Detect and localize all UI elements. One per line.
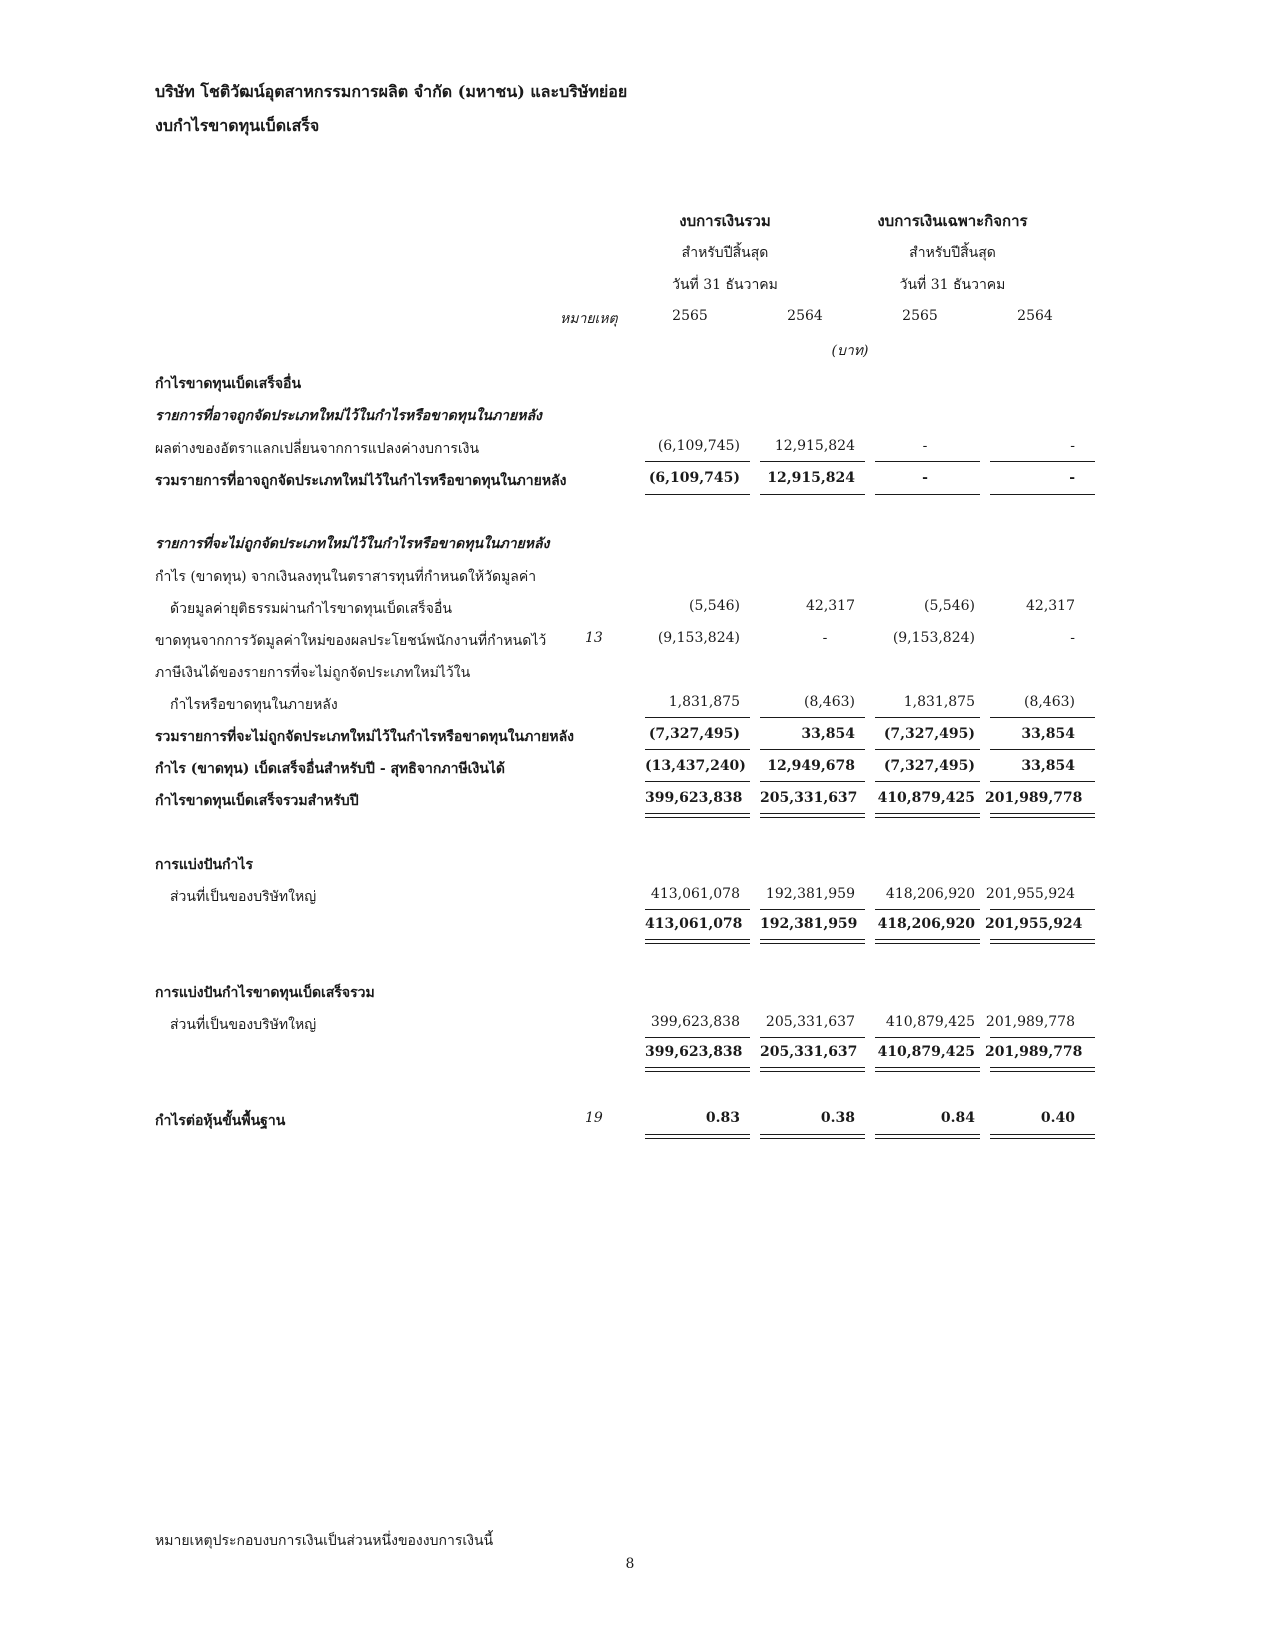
amount-cell: 0.40 xyxy=(1040,1110,1075,1126)
amount-cell: 33,854 xyxy=(801,726,855,742)
amount-cell: 201,989,778 xyxy=(985,1014,1075,1030)
amount-cell: 399,623,838 xyxy=(645,790,743,806)
amount-cell: 410,879,425 xyxy=(877,1044,975,1060)
amount-cell: (5,546) xyxy=(923,598,975,614)
note-ref: 13 xyxy=(585,630,603,646)
row-label: รวมรายการที่อาจถูกจัดประเภทใหม่ไว้ในกำไรหรือขาดทุนในภายหลัง xyxy=(155,473,567,489)
amount-cell: 399,623,838 xyxy=(645,1044,743,1060)
amount-cell: 201,989,778 xyxy=(985,790,1083,806)
row-label: กำไร (ขาดทุน) จากเงินลงทุนในตราสารทุนที่กำหนดให้วัดมูลค่า xyxy=(155,569,537,585)
row-label: ส่วนที่เป็นของบริษัทใหญ่ xyxy=(170,889,317,905)
amount-cell: 205,331,637 xyxy=(765,1014,855,1030)
amount-cell: 42,317 xyxy=(806,598,855,614)
amount-cell: 413,061,078 xyxy=(645,916,743,932)
amount-cell: 0.83 xyxy=(705,1110,740,1126)
statement-title: งบกำไรขาดทุนเบ็ดเสร็จ xyxy=(155,116,320,135)
subsection-heading: รายการที่จะไม่ถูกจัดประเภทใหม่ไว้ในกำไรหรือขาดทุนในภายหลัง xyxy=(155,536,550,552)
amount-cell: 201,955,924 xyxy=(985,916,1083,932)
amount-cell: - xyxy=(922,438,928,454)
amount-cell: 413,061,078 xyxy=(650,886,740,902)
row-label: กำไรขาดทุนเบ็ดเสร็จรวมสำหรับปี xyxy=(155,793,359,809)
amount-cell: 0.84 xyxy=(940,1110,975,1126)
amount-cell: (6,109,745) xyxy=(648,470,740,486)
note-ref: 19 xyxy=(585,1110,603,1126)
amount-cell: (7,327,495) xyxy=(883,726,975,742)
amount-cell: 192,381,959 xyxy=(765,886,855,902)
amount-cell: 418,206,920 xyxy=(877,916,975,932)
amount-cell: (8,463) xyxy=(1023,694,1075,710)
amount-cell: 205,331,637 xyxy=(760,790,858,806)
amount-cell: - xyxy=(1070,438,1075,454)
amount-cell: 33,854 xyxy=(1021,758,1075,774)
amount-cell: (13,437,240) xyxy=(645,758,746,774)
section-heading: กำไรขาดทุนเบ็ดเสร็จอื่น xyxy=(155,376,302,392)
amount-cell: 1,831,875 xyxy=(668,694,740,710)
amount-cell: (7,327,495) xyxy=(648,726,740,742)
row-label: รวมรายการที่จะไม่ถูกจัดประเภทใหม่ไว้ในกำไรหรือขาดทุนในภายหลัง xyxy=(155,729,575,745)
amount-cell: 399,623,838 xyxy=(650,1014,740,1030)
amount-cell: 410,879,425 xyxy=(877,790,975,806)
row-label: ด้วยมูลค่ายุติธรรมผ่านกำไรขาดทุนเบ็ดเสร็จอื่น xyxy=(170,601,452,617)
amount-cell: 418,206,920 xyxy=(885,886,975,902)
amount-cell: (9,153,824) xyxy=(892,630,975,646)
unit-label: (บาท) xyxy=(831,343,869,359)
amount-cell: 192,381,959 xyxy=(760,916,858,932)
year-heading: 2564 xyxy=(1017,308,1053,324)
amount-cell: 33,854 xyxy=(1021,726,1075,742)
row-label: กำไรต่อหุ้นขั้นพื้นฐาน xyxy=(155,1113,286,1129)
row-label: ภาษีเงินได้ของรายการที่จะไม่ถูกจัดประเภทใหม่ไว้ใน xyxy=(155,665,471,681)
amount-cell: - xyxy=(1070,630,1075,646)
consolidated-period-line1: สำหรับปีสิ้นสุด xyxy=(681,245,769,261)
separate-period-line2: วันที่ 31 ธันวาคม xyxy=(899,277,1006,293)
separate-period-line1: สำหรับปีสิ้นสุด xyxy=(909,245,996,261)
row-label: ส่วนที่เป็นของบริษัทใหญ่ xyxy=(170,1017,317,1033)
section-heading: การแบ่งปันกำไรขาดทุนเบ็ดเสร็จรวม xyxy=(155,985,375,1001)
amount-cell: (9,153,824) xyxy=(657,630,740,646)
row-label: กำไร (ขาดทุน) เบ็ดเสร็จอื่นสำหรับปี - สุทธิจากภาษีเงินได้ xyxy=(155,761,505,777)
amount-cell: (5,546) xyxy=(688,598,740,614)
amount-cell: 410,879,425 xyxy=(885,1014,975,1030)
year-heading: 2564 xyxy=(787,308,823,324)
page-number: 8 xyxy=(625,1556,635,1572)
year-heading: 2565 xyxy=(902,308,938,324)
amount-cell: 0.38 xyxy=(820,1110,855,1126)
consolidated-period-line2: วันที่ 31 ธันวาคม xyxy=(672,277,778,293)
subsection-heading: รายการที่อาจถูกจัดประเภทใหม่ไว้ในกำไรหรือขาดทุนในภายหลัง xyxy=(155,408,542,424)
footer-note: หมายเหตุประกอบงบการเงินเป็นส่วนหนึ่งของงบการเงินนี้ xyxy=(155,1533,494,1549)
amount-cell: - xyxy=(1069,470,1075,486)
amount-cell: - xyxy=(822,630,828,646)
company-name: บริษัท โชติวัฒน์อุตสาหกรรมการผลิต จำกัด (มหาชน) และบริษัทย่อย xyxy=(155,82,628,101)
year-heading: 2565 xyxy=(672,308,708,324)
separate-heading: งบการเงินเฉพาะกิจการ xyxy=(877,212,1028,230)
consolidated-heading: งบการเงินรวม xyxy=(679,212,771,230)
amount-cell: 205,331,637 xyxy=(760,1044,858,1060)
row-label: กำไรหรือขาดทุนในภายหลัง xyxy=(170,697,338,713)
amount-cell: 201,955,924 xyxy=(985,886,1075,902)
amount-cell: 12,949,678 xyxy=(767,758,855,774)
amount-cell: (8,463) xyxy=(803,694,855,710)
amount-cell: 42,317 xyxy=(1026,598,1075,614)
amount-cell: 201,989,778 xyxy=(985,1044,1083,1060)
row-label: ผลต่างของอัตราแลกเปลี่ยนจากการแปลงค่างบการเงิน xyxy=(155,441,480,457)
amount-cell: (6,109,745) xyxy=(657,438,740,454)
note-column-heading: หมายเหตุ xyxy=(560,311,618,327)
section-heading: การแบ่งปันกำไร xyxy=(155,857,253,873)
row-label: ขาดทุนจากการวัดมูลค่าใหม่ของผลประโยชน์พนักงานที่กำหนดไว้ xyxy=(155,633,547,649)
amount-cell: 1,831,875 xyxy=(903,694,975,710)
amount-cell: - xyxy=(922,470,928,486)
amount-cell: 12,915,824 xyxy=(774,438,855,454)
amount-cell: (7,327,495) xyxy=(883,758,975,774)
amount-cell: 12,915,824 xyxy=(767,470,855,486)
